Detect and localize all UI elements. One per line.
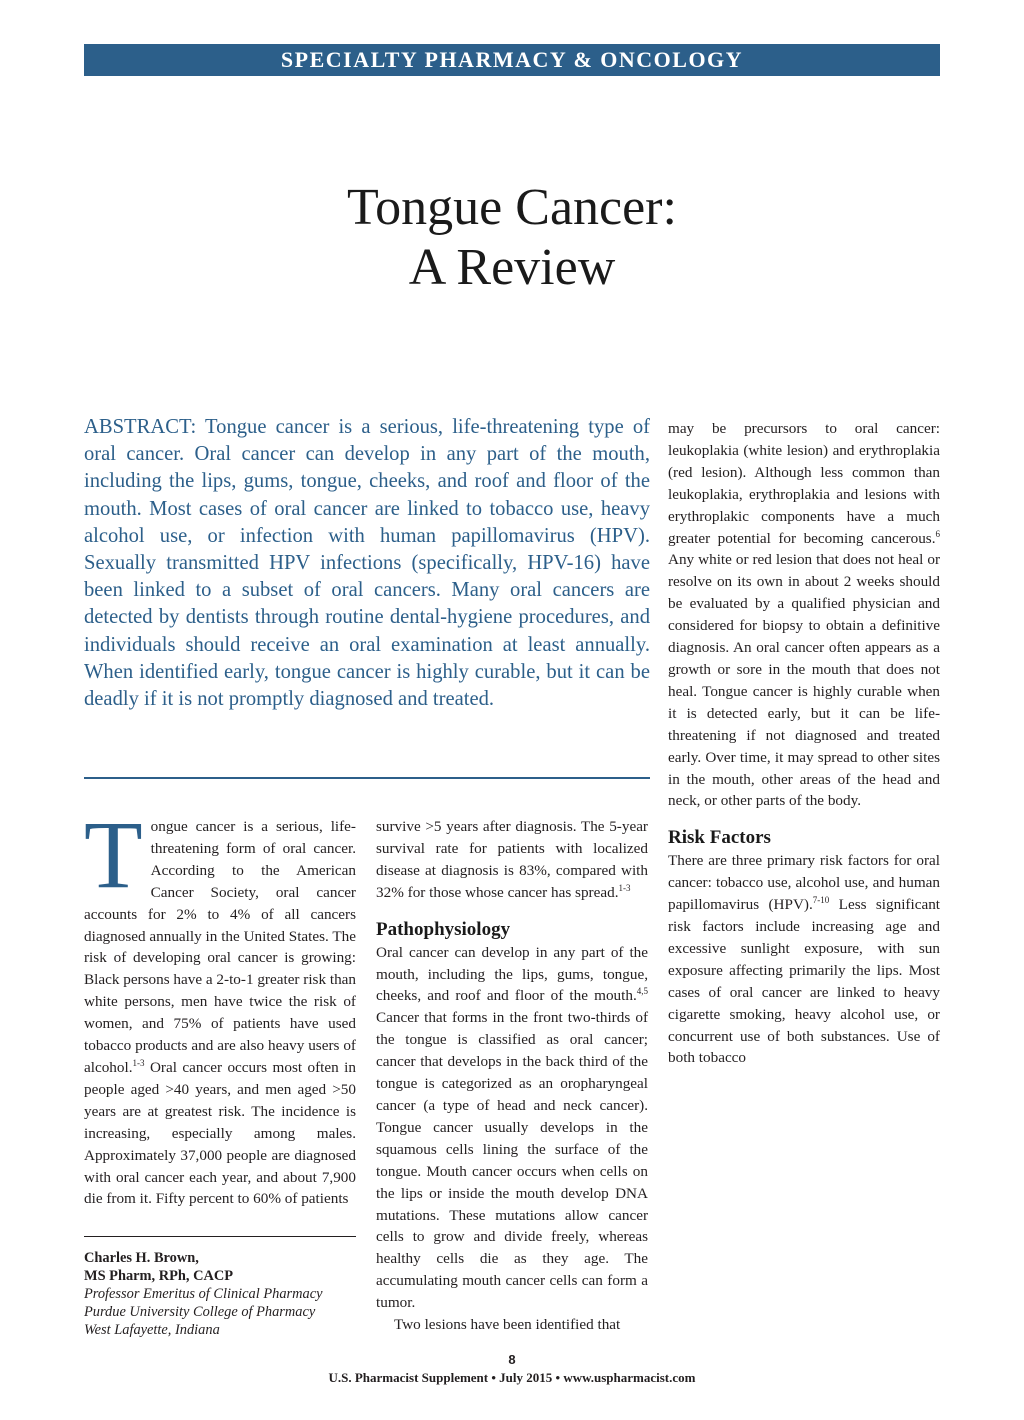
- citation-ref: 4,5: [636, 986, 648, 997]
- page-number: 8: [508, 1352, 516, 1367]
- author-block: [84, 1236, 356, 1339]
- body-text: Two lesions have been identified that: [394, 1316, 621, 1334]
- author-title: Professor Emeritus of Clinical Pharmacy: [84, 1286, 323, 1302]
- body-paragraph-cont: [376, 816, 648, 904]
- body-text: Cancer that forms in the front two-thirds of the tongue is classified as oral cancer; cancer that develops in the back third of the tongue is categorized as an oropharyngeal cancer (a type of head and neck cancer). Tongue cancer usually develops in the squamous cells lining the surface of the tongue. Mouth cancer occurs when cells on the lips or inside the mouth develop DNA mutations. These mutations allow cancer cells to grow and divide freely, whereas healthy cells die as they age. The accumulating mouth cancer cells can form a tumor.: [376, 1009, 648, 1312]
- body-paragraph: [376, 1314, 648, 1336]
- author-credentials: MS Pharm, RPh, CACP: [84, 1268, 234, 1284]
- citation-ref: 6: [935, 528, 940, 539]
- body-text: Any white or red lesion that does not heal or resolve on its own in about 2 weeks should be evaluated by a qualified physician and considered for biopsy to obtain a definitive diagnosis. An oral cancer often appears as a growth or sore in the mouth that does not heal. Tongue cancer is highly curable when it is detected early, but it can be life-threatening if not diagnosed and treated early. Over time, it may spread to other sites in the mouth, other areas of the head and neck, or other parts of the body.: [668, 551, 940, 810]
- section-banner: SPECIALTY PHARMACY & ONCOLOGY: [84, 44, 940, 76]
- author-location: West Lafayette, Indiana: [84, 1322, 220, 1338]
- intro-ref-1: 1-3: [132, 1057, 145, 1068]
- body-text: Oral cancer can develop in any part of the mouth, including the lips, gums, tongue, cheeks, and roof and floor of the mouth.: [376, 943, 648, 1005]
- page-footer: U.S. Pharmacist Supplement • July 2015 • www.uspharmacist.com: [328, 1370, 696, 1385]
- citation-ref: 7-10: [812, 895, 830, 906]
- body-text: survive >5 years after diagnosis. The 5-year survival rate for patients with localized disease at diagnosis is 83%, compared with 32% for those whose cancer has spread.: [376, 818, 648, 901]
- body-text: There are three primary risk factors for oral cancer: tobacco use, alcohol use, and human papillomavirus (HPV).: [668, 852, 940, 914]
- body-text: Oral cancer occurs most often in people aged >40 years, and men aged >50 years are at greatest risk. The incidence is increasing, especially among males. Approximately 37,000 people are diagnosed with oral cancer each year, and about 7,900 die from it. Fifty percent to 60% of patients: [84, 1058, 356, 1208]
- body-text: may be precursors to oral cancer: leukoplakia (white lesion) and erythroplakia (red lesion). Although less common than leukoplakia, erythroplakia and lesions with erythroplakic components have a much greater potential for becoming cancerous.: [668, 420, 940, 547]
- section-heading: Pathophysiology: [376, 918, 511, 940]
- body-column-2: [376, 816, 648, 1336]
- body-paragraph: [376, 942, 648, 1314]
- abstract-divider: [84, 777, 650, 779]
- body-text: Less significant risk factors include increasing age and excessive sunlight exposure, with sun exposure affecting primarily the lips. Most cases of oral cancer are linked to heavy cigarette smoking, heavy alcohol use, or concurrent use of both substances. Use of both tobacco: [668, 896, 941, 1067]
- title-line-1: Tongue Cancer:: [347, 179, 677, 236]
- drop-cap: T: [84, 801, 143, 908]
- article-title: [84, 178, 940, 298]
- intro-text: ongue cancer is a serious, life-threatening form of oral cancer. According to the American Cancer Society, oral cancer accounts for 2% to 4% of all cancers diagnosed annually in the United States. The risk of developing oral cancer is growing: Black persons have a 2-to-1 greater risk than white persons, men have twice the risk of women, and 75% of patients have used tobacco products and are also heavy users of alcohol.: [84, 818, 357, 1076]
- author-name: Charles H. Brown,: [84, 1250, 199, 1266]
- body-paragraph-cont: [668, 418, 940, 812]
- author-institution: Purdue University College of Pharmacy: [84, 1304, 316, 1320]
- abstract: ABSTRACT: Tongue cancer is a serious, life-threatening type of oral cancer. Oral cancer can develop in any part of the mouth, including the lips, gums, tongue, cheeks, and roof and floor of the mouth. Most cases of oral cancer are linked to tobacco use, heavy alcohol use, or infection with human papillomavirus (HPV). Sexually transmitted HPV infections (specifically, HPV-16) have been linked to a subset of oral cancers. Many oral cancers are detected by dentists through routine dental-hygiene procedures, and individuals should receive an oral examination at least annually. When identified early, tongue cancer is highly curable, but it can be deadly if it is not promptly diagnosed and treated.: [84, 416, 650, 711]
- body-column-3: [668, 418, 940, 1069]
- body-paragraph: [668, 850, 940, 1069]
- intro-paragraph: [84, 801, 357, 1210]
- body-column-1: [84, 801, 357, 1210]
- section-heading: Risk Factors: [668, 827, 771, 849]
- title-line-2: A Review: [408, 239, 616, 296]
- citation-ref: 1-3: [618, 882, 631, 893]
